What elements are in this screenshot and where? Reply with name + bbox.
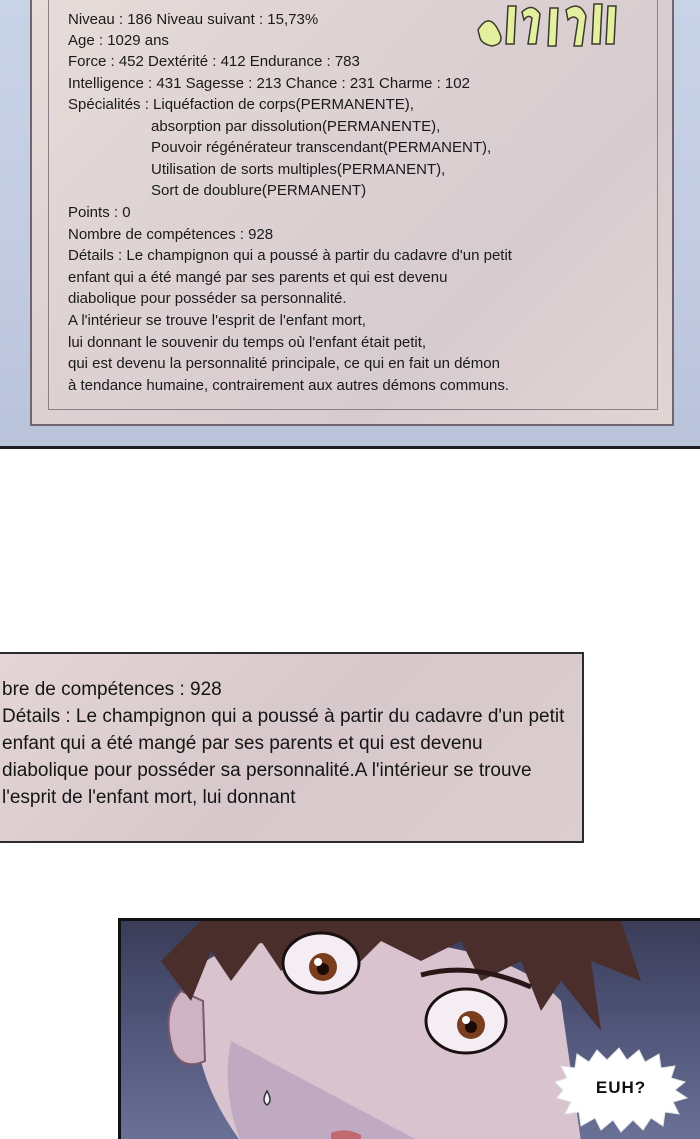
status-line-specialty-3: Pouvoir régénérateur transcendant(PERMANENT), — [151, 139, 492, 156]
status-line-age: Age : 1029 ans — [68, 32, 169, 49]
zoom-line-1: bre de compétences : 928 — [2, 679, 222, 700]
zoom-line-5: l'esprit de l'enfant mort, lui donnant — [2, 787, 296, 808]
panel-divider — [0, 446, 700, 449]
status-line-specialty-5: Sort de doublure(PERMANENT) — [151, 182, 367, 199]
sound-effect-lettering — [470, 0, 620, 52]
status-line-level: Niveau : 186 Niveau suivant : 15,73% — [68, 11, 319, 28]
status-panel — [0, 0, 700, 448]
zoomed-status-box — [0, 652, 584, 843]
status-line-skills: Nombre de compétences : 928 — [68, 226, 274, 243]
status-line-stats-1: Force : 452 Dextérité : 412 Endurance : 783 — [68, 53, 360, 70]
status-line-details-2: enfant qui a été mangé par ses parents et qui est devenu — [68, 269, 448, 286]
status-line-specialty-4: Utilisation de sorts multiples(PERMANENT), — [151, 161, 446, 178]
zoom-line-2: Détails : Le champignon qui a poussé à partir du cadavre d'un petit — [2, 706, 565, 727]
status-line-details-3: diabolique pour posséder sa personnalité. — [68, 290, 347, 307]
status-line-points: Points : 0 — [68, 204, 131, 221]
status-line-details-7: à tendance humaine, contrairement aux autres démons communs. — [68, 377, 510, 394]
zoom-line-3: enfant qui a été mangé par ses parents et qui est devenu — [2, 733, 483, 754]
status-line-specialties: Spécialités : Liquéfaction de corps(PERMANENTE), — [68, 96, 414, 113]
status-line-details-1: Détails : Le champignon qui a poussé à partir du cadavre d'un petit — [68, 247, 512, 264]
zoom-line-4: diabolique pour posséder sa personnalité.A l'intérieur se trouve — [2, 760, 532, 781]
status-line-specialty-2: absorption par dissolution(PERMANENTE), — [151, 118, 441, 135]
status-line-details-4: A l'intérieur se trouve l'esprit de l'enfant mort, — [68, 312, 366, 329]
status-line-stats-2: Intelligence : 431 Sagesse : 213 Chance : 231 Charme : 102 — [68, 75, 470, 92]
speech-bubble-text: EUH? — [595, 1078, 647, 1097]
status-line-details-6: qui est devenu la personnalité principale, ce qui en fait un démon — [68, 355, 500, 372]
status-line-details-5: lui donnant le souvenir du temps où l'enfant était petit, — [68, 334, 427, 351]
